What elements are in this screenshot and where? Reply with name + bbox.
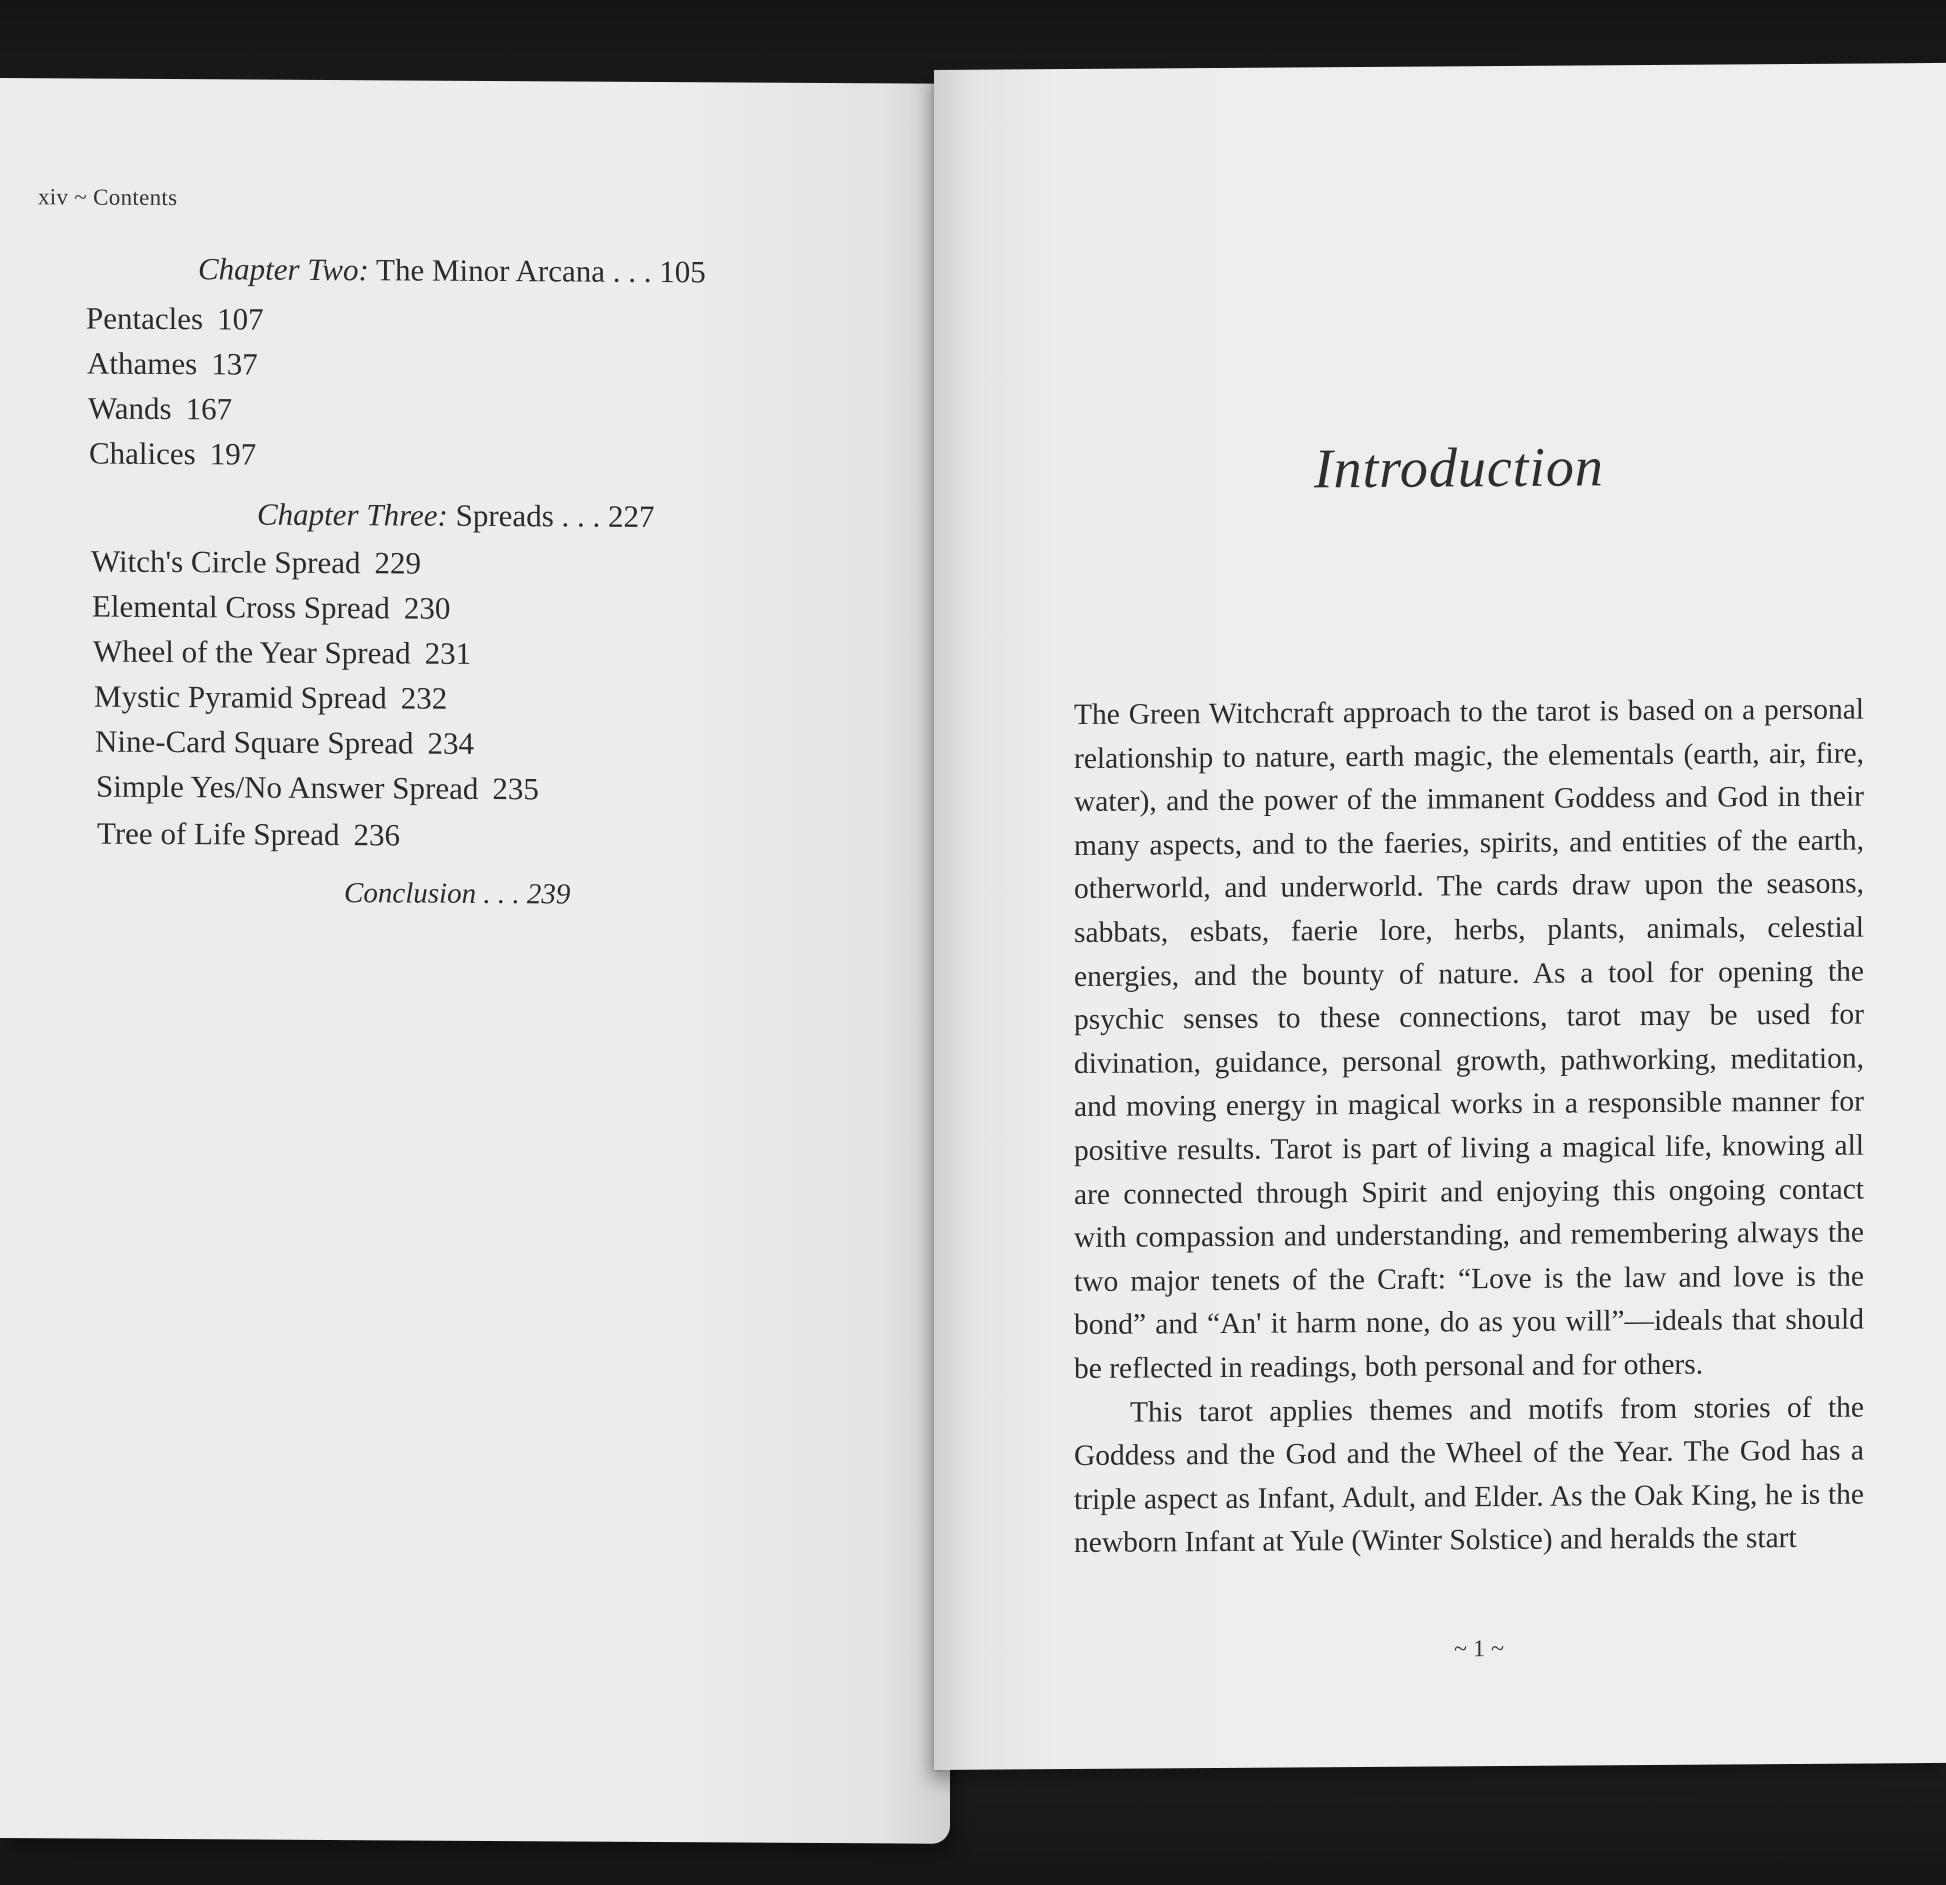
chapter-three-heading <box>257 497 655 535</box>
toc-entry-witchs-circle <box>91 544 421 582</box>
chapter-three-label: Chapter Three: <box>257 496 448 533</box>
left-page-contents <box>0 78 950 1844</box>
toc-entry-pentacles <box>86 301 264 338</box>
chapter-two-title: The Minor Arcana . . . 105 <box>376 252 706 290</box>
toc-entry-mystic-pyramid <box>94 679 447 717</box>
right-page-introduction <box>934 63 1946 1770</box>
toc-entry-title: Wheel of the Year Spread <box>93 633 411 671</box>
toc-entry-title: Athames <box>87 345 198 382</box>
toc-entry-tree-of-life <box>97 816 400 854</box>
toc-entry-page: 107 <box>217 301 264 337</box>
toc-entry-page: 137 <box>211 346 258 382</box>
running-head: xiv ~ Contents <box>38 184 178 211</box>
toc-entry-elemental-cross <box>92 589 450 627</box>
introduction-paragraph-1: The Green Witchcraft approach to the tarot is based on a personal relationship to nature, earth magic, the elementals (earth, air, fire, water), and the power of the immanent Goddess and God in their many aspects, and to the faeries, spirits, and entities of the earth, otherworld, and underworld. The cards draw upon the seasons, sabbats, esbats, faerie lore, herbs, plants, animals, celestial energies, and the bounty of nature. As a tool for opening the psychic senses to these connections, tarot may be used for divination, guidance, personal growth, pathworking, meditation, and moving energy in magical works in a responsible manner for positive results. Tarot is part of living a magical life, knowing all are connected through Spirit and enjoying this ongoing contact with compassion and understanding, and remembering always the two major tenets of the Craft: “Love is the law and love is the bond” and “An' it harm none, do as you will”—ideals that should be reflected in readings, both personal and for others. <box>1074 693 1864 1385</box>
toc-entry-page: 197 <box>209 436 257 472</box>
toc-entry-nine-card-square <box>95 724 474 762</box>
toc-entry-title: Simple Yes/No Answer Spread <box>96 768 479 806</box>
toc-entry-title: Nine-Card Square Spread <box>95 723 414 761</box>
chapter-two-heading <box>198 251 706 290</box>
toc-entry-page: 235 <box>492 771 539 807</box>
toc-entry-athames <box>87 346 258 383</box>
toc-entry-simple-yes-no <box>96 769 539 808</box>
toc-entry-page: 167 <box>185 391 233 427</box>
toc-entry-page: 234 <box>427 725 475 761</box>
chapter-two-label: Chapter Two: <box>198 251 369 288</box>
toc-entry-page: 231 <box>424 635 472 671</box>
toc-entry-title: Mystic Pyramid Spread <box>94 678 387 716</box>
toc-entry-wheel-of-the-year <box>93 634 471 672</box>
toc-entry-page: 230 <box>403 590 451 626</box>
toc-entry-title: Chalices <box>89 435 196 472</box>
toc-entry-title: Wands <box>88 390 172 427</box>
toc-entry-title: Pentacles <box>86 300 204 337</box>
toc-entry-title: Tree of Life Spread <box>97 815 340 853</box>
toc-entry-wands <box>88 391 232 428</box>
toc-entry-page: 232 <box>400 680 448 716</box>
toc-entry-title: Elemental Cross Spread <box>92 588 390 626</box>
chapter-three-title: Spreads . . . 227 <box>455 497 655 534</box>
toc-conclusion: Conclusion . . . 239 <box>344 877 571 911</box>
toc-entry-title: Witch's Circle Spread <box>91 543 361 581</box>
toc-entry-page: 229 <box>374 545 421 581</box>
introduction-body <box>1074 689 1864 1566</box>
toc-entry-page: 236 <box>353 817 400 853</box>
introduction-title: Introduction <box>1314 436 1604 501</box>
toc-entry-chalices <box>89 436 256 473</box>
page-folio: ~ 1 ~ <box>1454 1636 1504 1663</box>
introduction-paragraph-2: This tarot applies themes and motifs from stories of the Goddess and the God and the Wheel of the Year. The God has a triple aspect as Infant, Adult, and Elder. As the Oak King, he is the newborn Infant at Yule (Winter Solstice) and heralds the start <box>1074 1391 1864 1560</box>
